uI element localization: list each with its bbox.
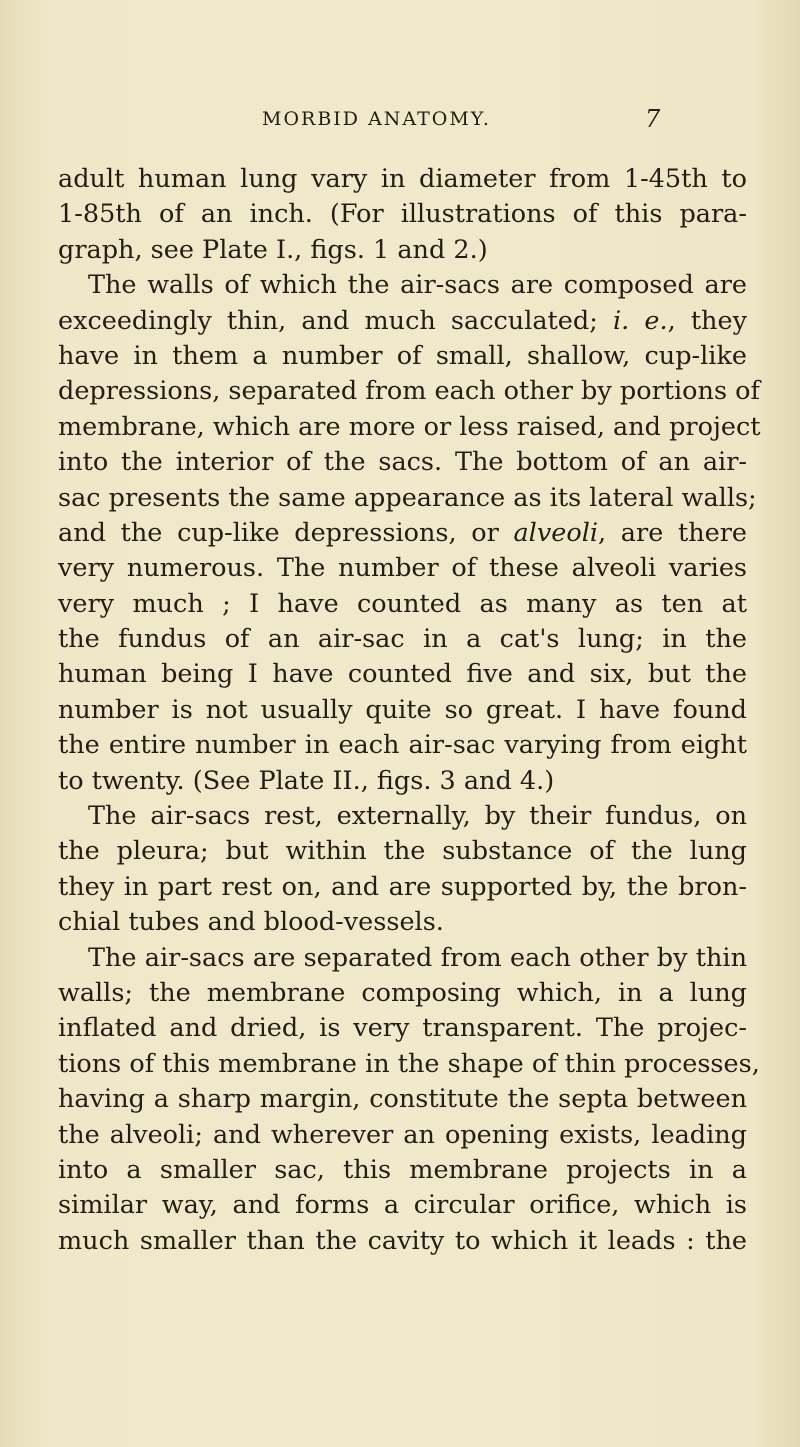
text-line: the alveoli; and wherever an opening exists, leading [58,1119,747,1150]
text-line: depressions, separated from each other by portions of [58,376,760,407]
text-line: The air-sacs are separated from each other by thin [88,942,747,973]
text-line: adult human lung vary in diameter from 1-45th to [58,164,747,194]
page-number: 7 [645,105,661,133]
text-segment: and the cup-like depressions, or [58,517,514,548]
text-segment: exceedingly thin, and much sacculated; [58,305,613,336]
text-line: very numerous. The number of these alveoli varies [58,553,747,584]
text-line: graph, see Plate I., figs. 1 and 2.) [58,234,488,265]
text-line: The walls of which the air-sacs are composed are [88,270,747,301]
text-segment: , they [667,305,747,336]
text-line [58,304,747,339]
text-line: human being I have counted five and six, but the [58,659,747,690]
text-line: 1-85th of an inch. (For illustrations of this para- [58,199,747,230]
text-line: number is not usually quite so great. I have found [58,694,747,725]
text-line: have in them a number of small, shallow, cup-like [58,340,747,371]
text-line: similar way, and forms a circular orifice, which is [58,1190,747,1221]
body-text [58,162,761,1259]
running-head-title: MORBID ANATOMY. [262,108,491,130]
running-head [0,104,800,134]
text-line: much smaller than the cavity to which it leads : the [58,1225,747,1256]
text-line [58,516,747,551]
italic-term: i. e. [612,305,668,336]
text-line: membrane, which are more or less raised, and project [58,411,761,442]
text-line: walls; the membrane composing which, in a lung [58,977,747,1008]
text-line: to twenty. (See Plate II., figs. 3 and 4.) [58,765,555,796]
text-segment: , are there [598,517,748,548]
text-line: into the interior of the sacs. The bottom of an air- [58,447,747,478]
text-line: the fundus of an air-sac in a cat's lung; in the [58,624,747,655]
text-line: into a smaller sac, this membrane projects in a [58,1154,747,1185]
text-line: The air-sacs rest, externally, by their fundus, on [88,801,747,832]
text-line: tions of this membrane in the shape of thin processes, [58,1048,760,1079]
text-line: having a sharp margin, constitute the septa between [58,1084,747,1115]
text-line: very much ; I have counted as many as ten at [58,588,747,619]
italic-term: alveoli [513,517,599,548]
text-line: sac presents the same appearance as its lateral walls; [58,482,757,513]
text-line: chial tubes and blood-vessels. [58,907,444,938]
text-line: inflated and dried, is very transparent. The projec- [58,1013,747,1044]
text-line: the pleura; but within the substance of the lung [58,836,747,867]
text-line: the entire number in each air-sac varying from eight [58,730,747,761]
text-line: they in part rest on, and are supported by, the bron- [58,871,747,902]
